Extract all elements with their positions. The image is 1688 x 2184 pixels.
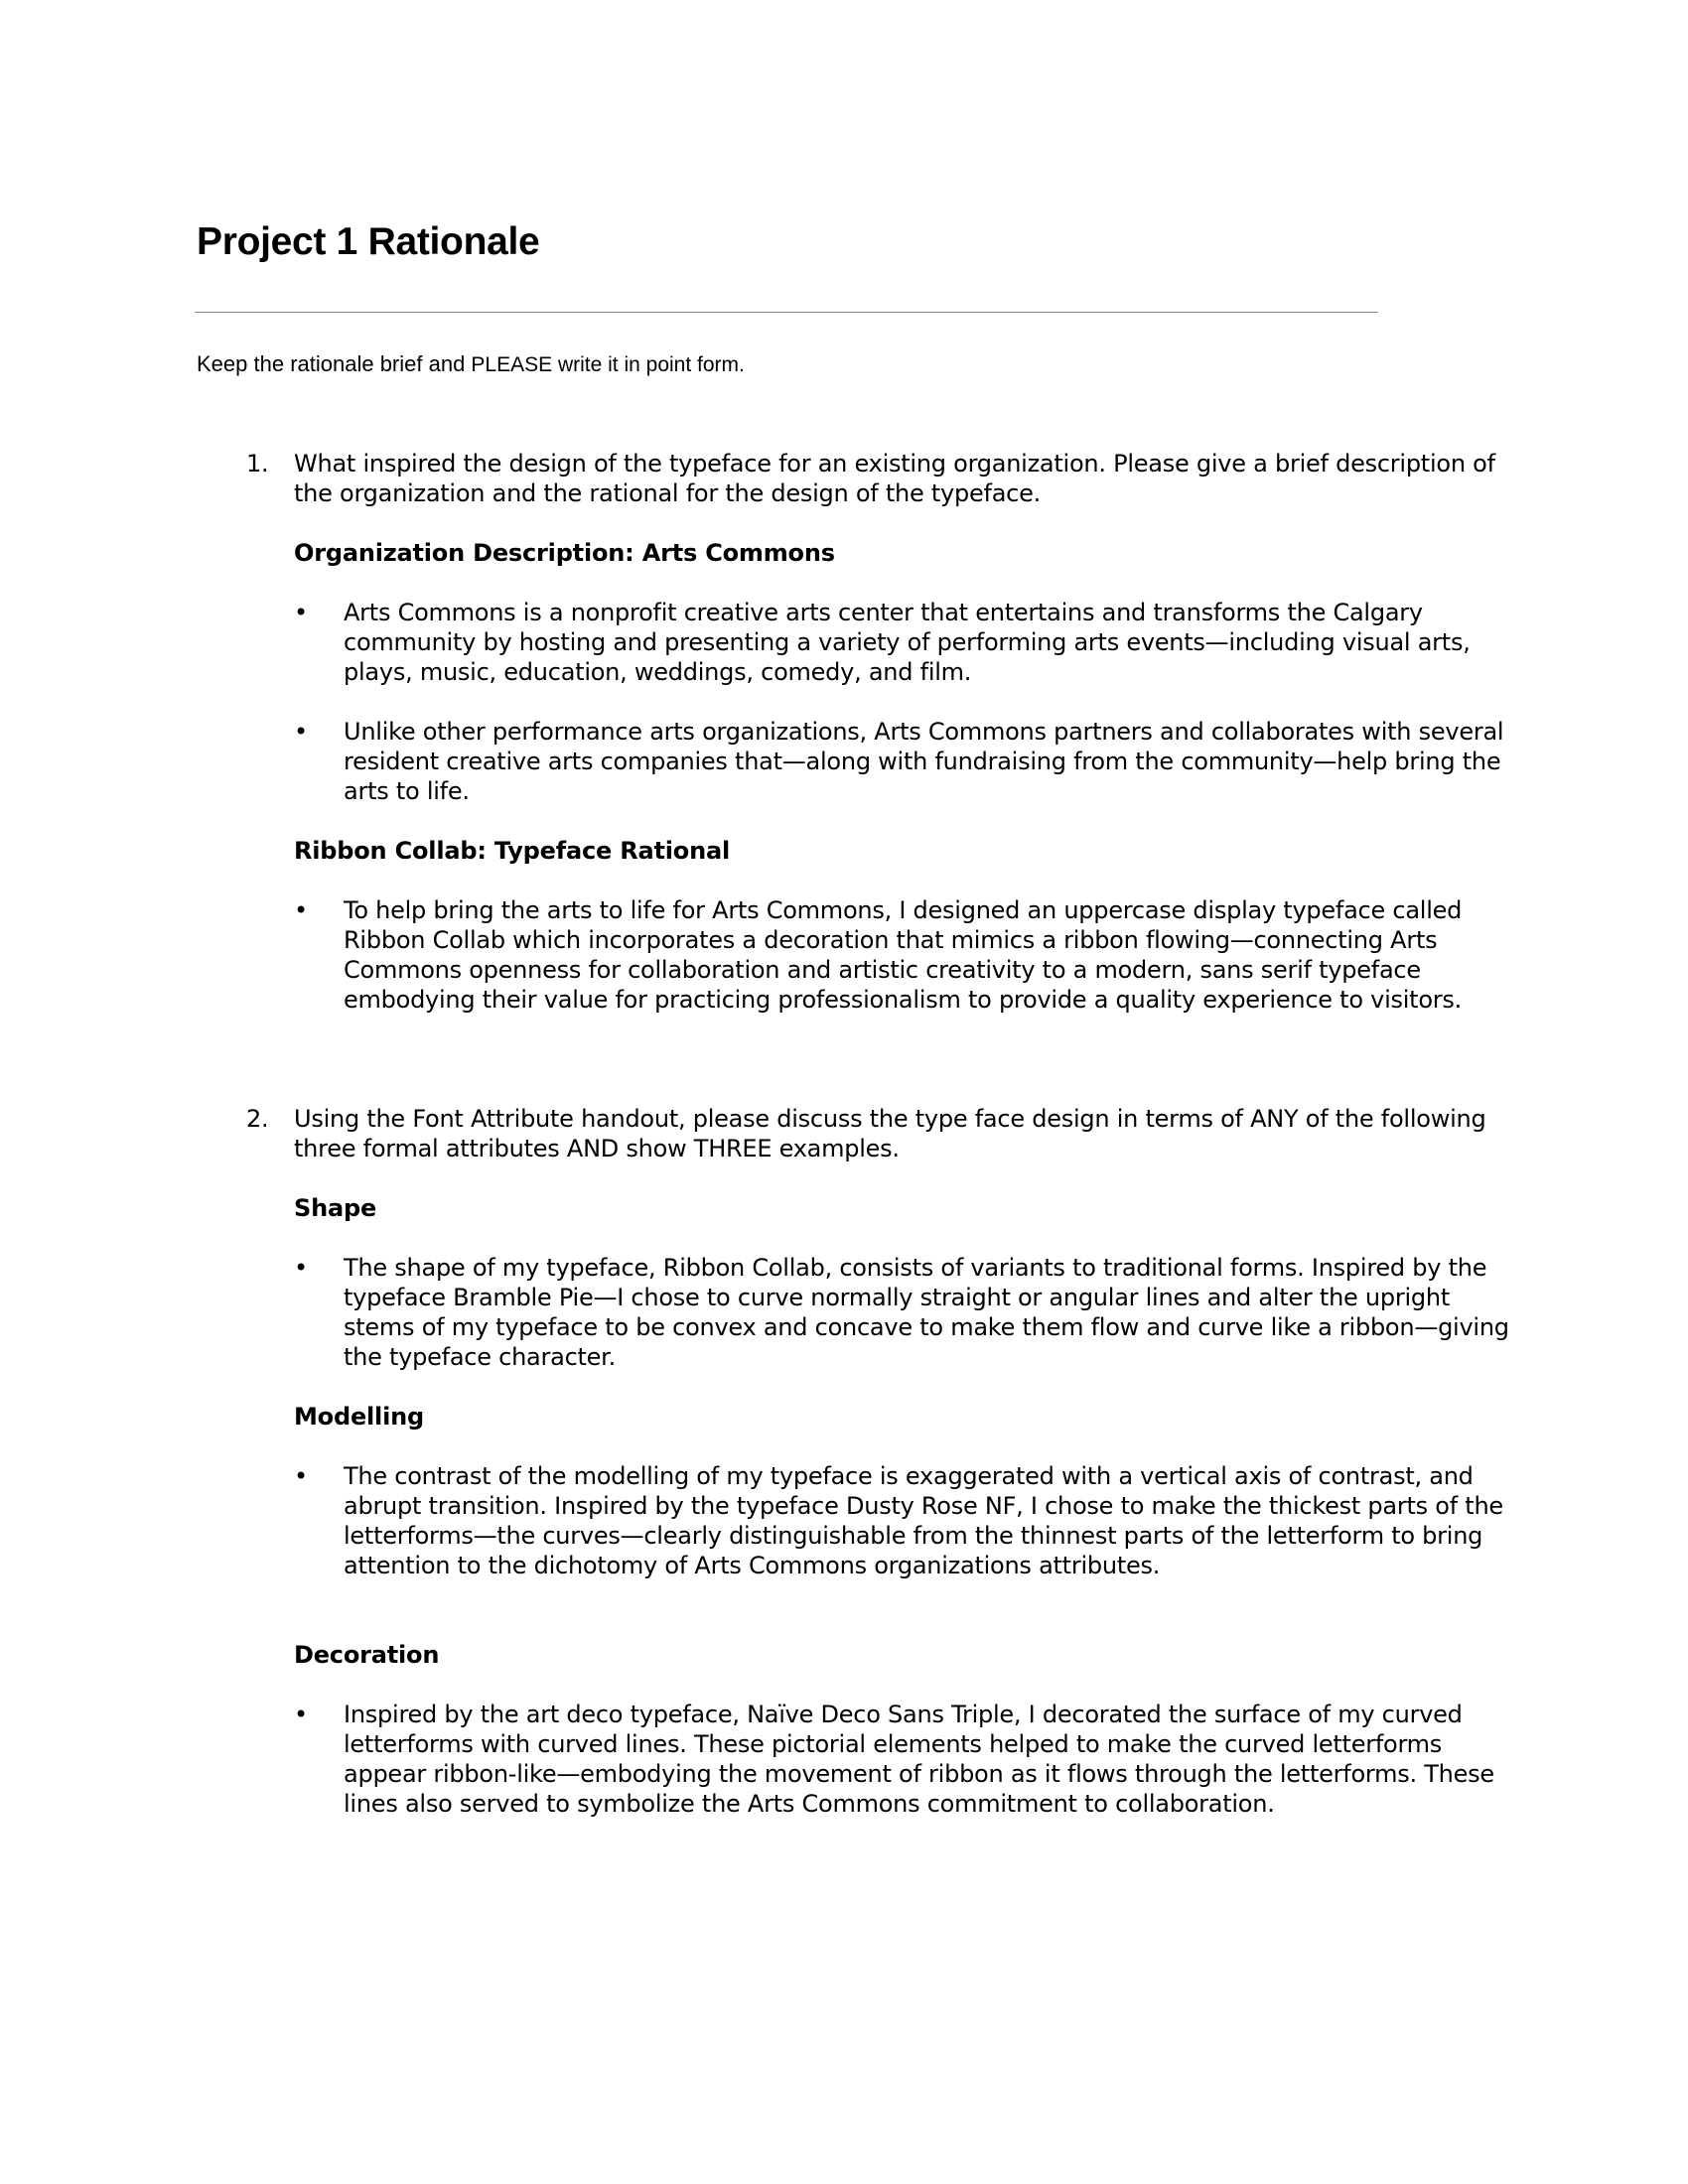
section-heading-organization-description: Organization Description: Arts Commons — [294, 539, 835, 567]
page-title: Project 1 Rationale — [197, 220, 540, 263]
question-text: Using the Font Attribute handout, please discuss the type face design in terms of ANY of the following three formal attributes AND show THREE examples. — [294, 1105, 1486, 1162]
bullet-text: The contrast of the modelling of my typeface is exaggerated with a vertical axis of contrast, and abrupt transition. Inspired by the typeface Dusty Rose NF, I chose to make the thickest parts of the letterforms—the curves—clearly distinguishable from the thinnest parts of the letterform to bring attention to the dichotomy of Arts Commons organizations attributes. — [344, 1462, 1503, 1579]
bullet-symbol: • — [294, 599, 308, 626]
bullet-item — [294, 1253, 1525, 1372]
bullet-item — [294, 895, 1525, 1015]
section-heading-typeface-rational: Ribbon Collab: Typeface Rational — [294, 837, 730, 865]
bullet-symbol: • — [294, 718, 308, 746]
title-divider — [195, 312, 1378, 313]
bullet-item — [294, 1700, 1525, 1819]
bullet-item — [294, 598, 1525, 687]
question-number: 1. — [246, 450, 269, 478]
bullet-text: Arts Commons is a nonprofit creative arts center that entertains and transforms the Calgary community by hosting and presenting a variety of performing arts events—including visual arts, plays, music, education, weddings, comedy, and film. — [344, 599, 1471, 686]
question-2 — [246, 1104, 1507, 1163]
question-text: What inspired the design of the typeface for an existing organization. Please give a brief description of the organization and the rational for the design of the typeface. — [294, 450, 1495, 507]
section-heading-shape: Shape — [294, 1194, 377, 1222]
question-number: 2. — [246, 1105, 269, 1133]
bullet-text: Inspired by the art deco typeface, Naïve Deco Sans Triple, I decorated the surface of my curved letterforms with curved lines. These pictorial elements helped to make the curved letterforms appear ribbon-like—embodying the movement of ribbon as it flows through the letterforms. These lines also served to symbolize the Arts Commons commitment to collaboration. — [344, 1701, 1494, 1818]
bullet-text: To help bring the arts to life for Arts Commons, I designed an uppercase display typeface called Ribbon Collab which incorporates a decoration that mimics a ribbon flowing—connecting Arts Commons openness for collaboration and artistic creativity to a modern, sans serif typeface embodying their value for practicing professionalism to provide a quality experience to visitors. — [344, 896, 1463, 1014]
question-1 — [246, 449, 1507, 508]
bullet-symbol: • — [294, 896, 308, 924]
bullet-item — [294, 1461, 1525, 1580]
bullet-symbol: • — [294, 1462, 308, 1490]
instructions-part2: PLEASE write it in point form. — [471, 353, 745, 376]
section-heading-modelling: Modelling — [294, 1403, 424, 1431]
bullet-symbol: • — [294, 1254, 308, 1282]
instructions-part1: Keep the rationale brief and — [197, 351, 472, 376]
bullet-text: Unlike other performance arts organizations, Arts Commons partners and collaborates with several resident creative arts companies that—along with fundraising from the community—help bring the arts to life. — [344, 718, 1504, 805]
bullet-symbol: • — [294, 1701, 308, 1728]
section-heading-decoration: Decoration — [294, 1641, 440, 1669]
bullet-item — [294, 717, 1525, 806]
instructions — [197, 351, 745, 377]
bullet-text: The shape of my typeface, Ribbon Collab, consists of variants to traditional forms. Inspired by the typeface Bramble Pie—I chose to curve normally straight or angular lines and alter the upright stems of my typeface to be convex and concave to make them flow and curve like a ribbon—giving the typeface character. — [344, 1254, 1509, 1371]
